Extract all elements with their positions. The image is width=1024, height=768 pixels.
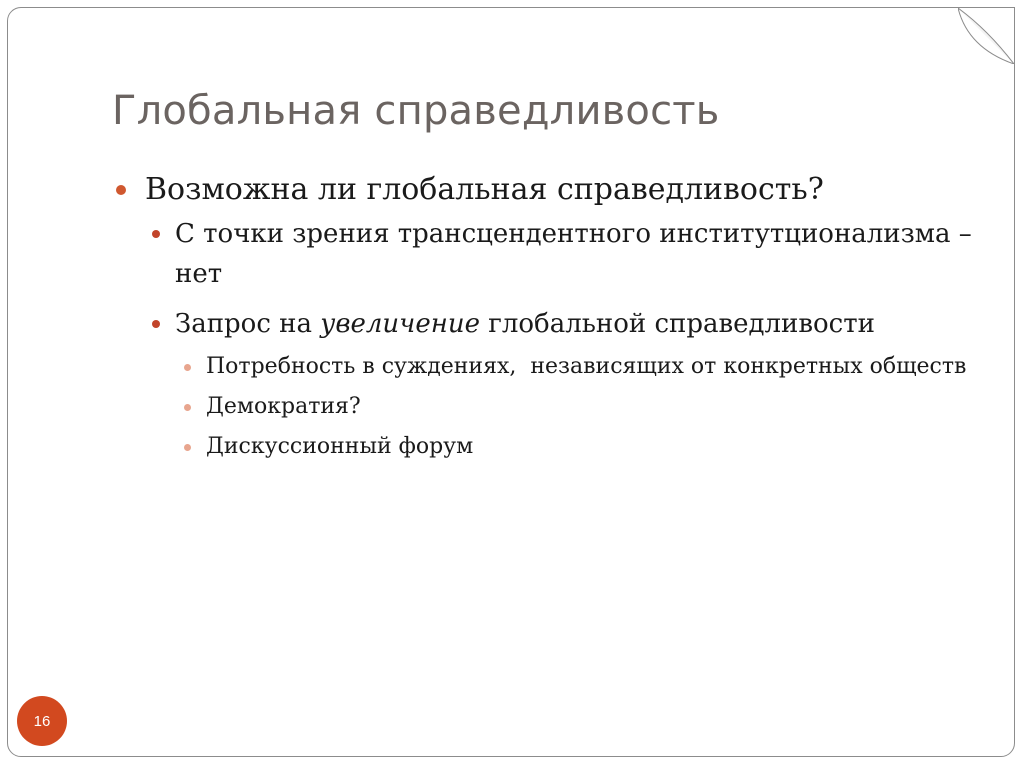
bullet-item-level1 <box>112 168 972 212</box>
page-curl-icon <box>958 8 1014 64</box>
bullet-text: Потребность в суждениях, независящих от конкретных обществ <box>206 354 967 379</box>
bullet-item-level3 <box>112 350 972 384</box>
bullet-text: Дискуссионный форум <box>206 434 474 459</box>
bullet-text: Демократия? <box>206 394 361 419</box>
bullet-dot-icon <box>184 364 191 371</box>
slide-content <box>112 168 972 464</box>
bullet-item-level2 <box>112 214 972 294</box>
bullet-dot-icon <box>184 444 191 451</box>
bullet-dot-icon <box>152 320 160 328</box>
bullet-dot-icon <box>184 404 191 411</box>
bullet-text: Возможна ли глобальная справедливость? <box>145 172 824 207</box>
bullet-text: С точки зрения трансцендентного институтционализма – нет <box>175 219 972 289</box>
bullet-text-end: глобальной справедливости <box>479 309 875 339</box>
bullet-text-italic: увеличение <box>320 309 480 339</box>
bullet-dot-icon <box>116 185 126 195</box>
slide-title: Глобальная справедливость <box>112 88 720 134</box>
bullet-text-start: Запрос на <box>175 309 321 339</box>
bullet-item-level3 <box>112 430 972 464</box>
bullet-dot-icon <box>152 230 160 238</box>
page-number-badge: 16 <box>17 696 67 746</box>
bullet-item-level2 <box>112 304 972 344</box>
bullet-item-level3 <box>112 390 972 424</box>
